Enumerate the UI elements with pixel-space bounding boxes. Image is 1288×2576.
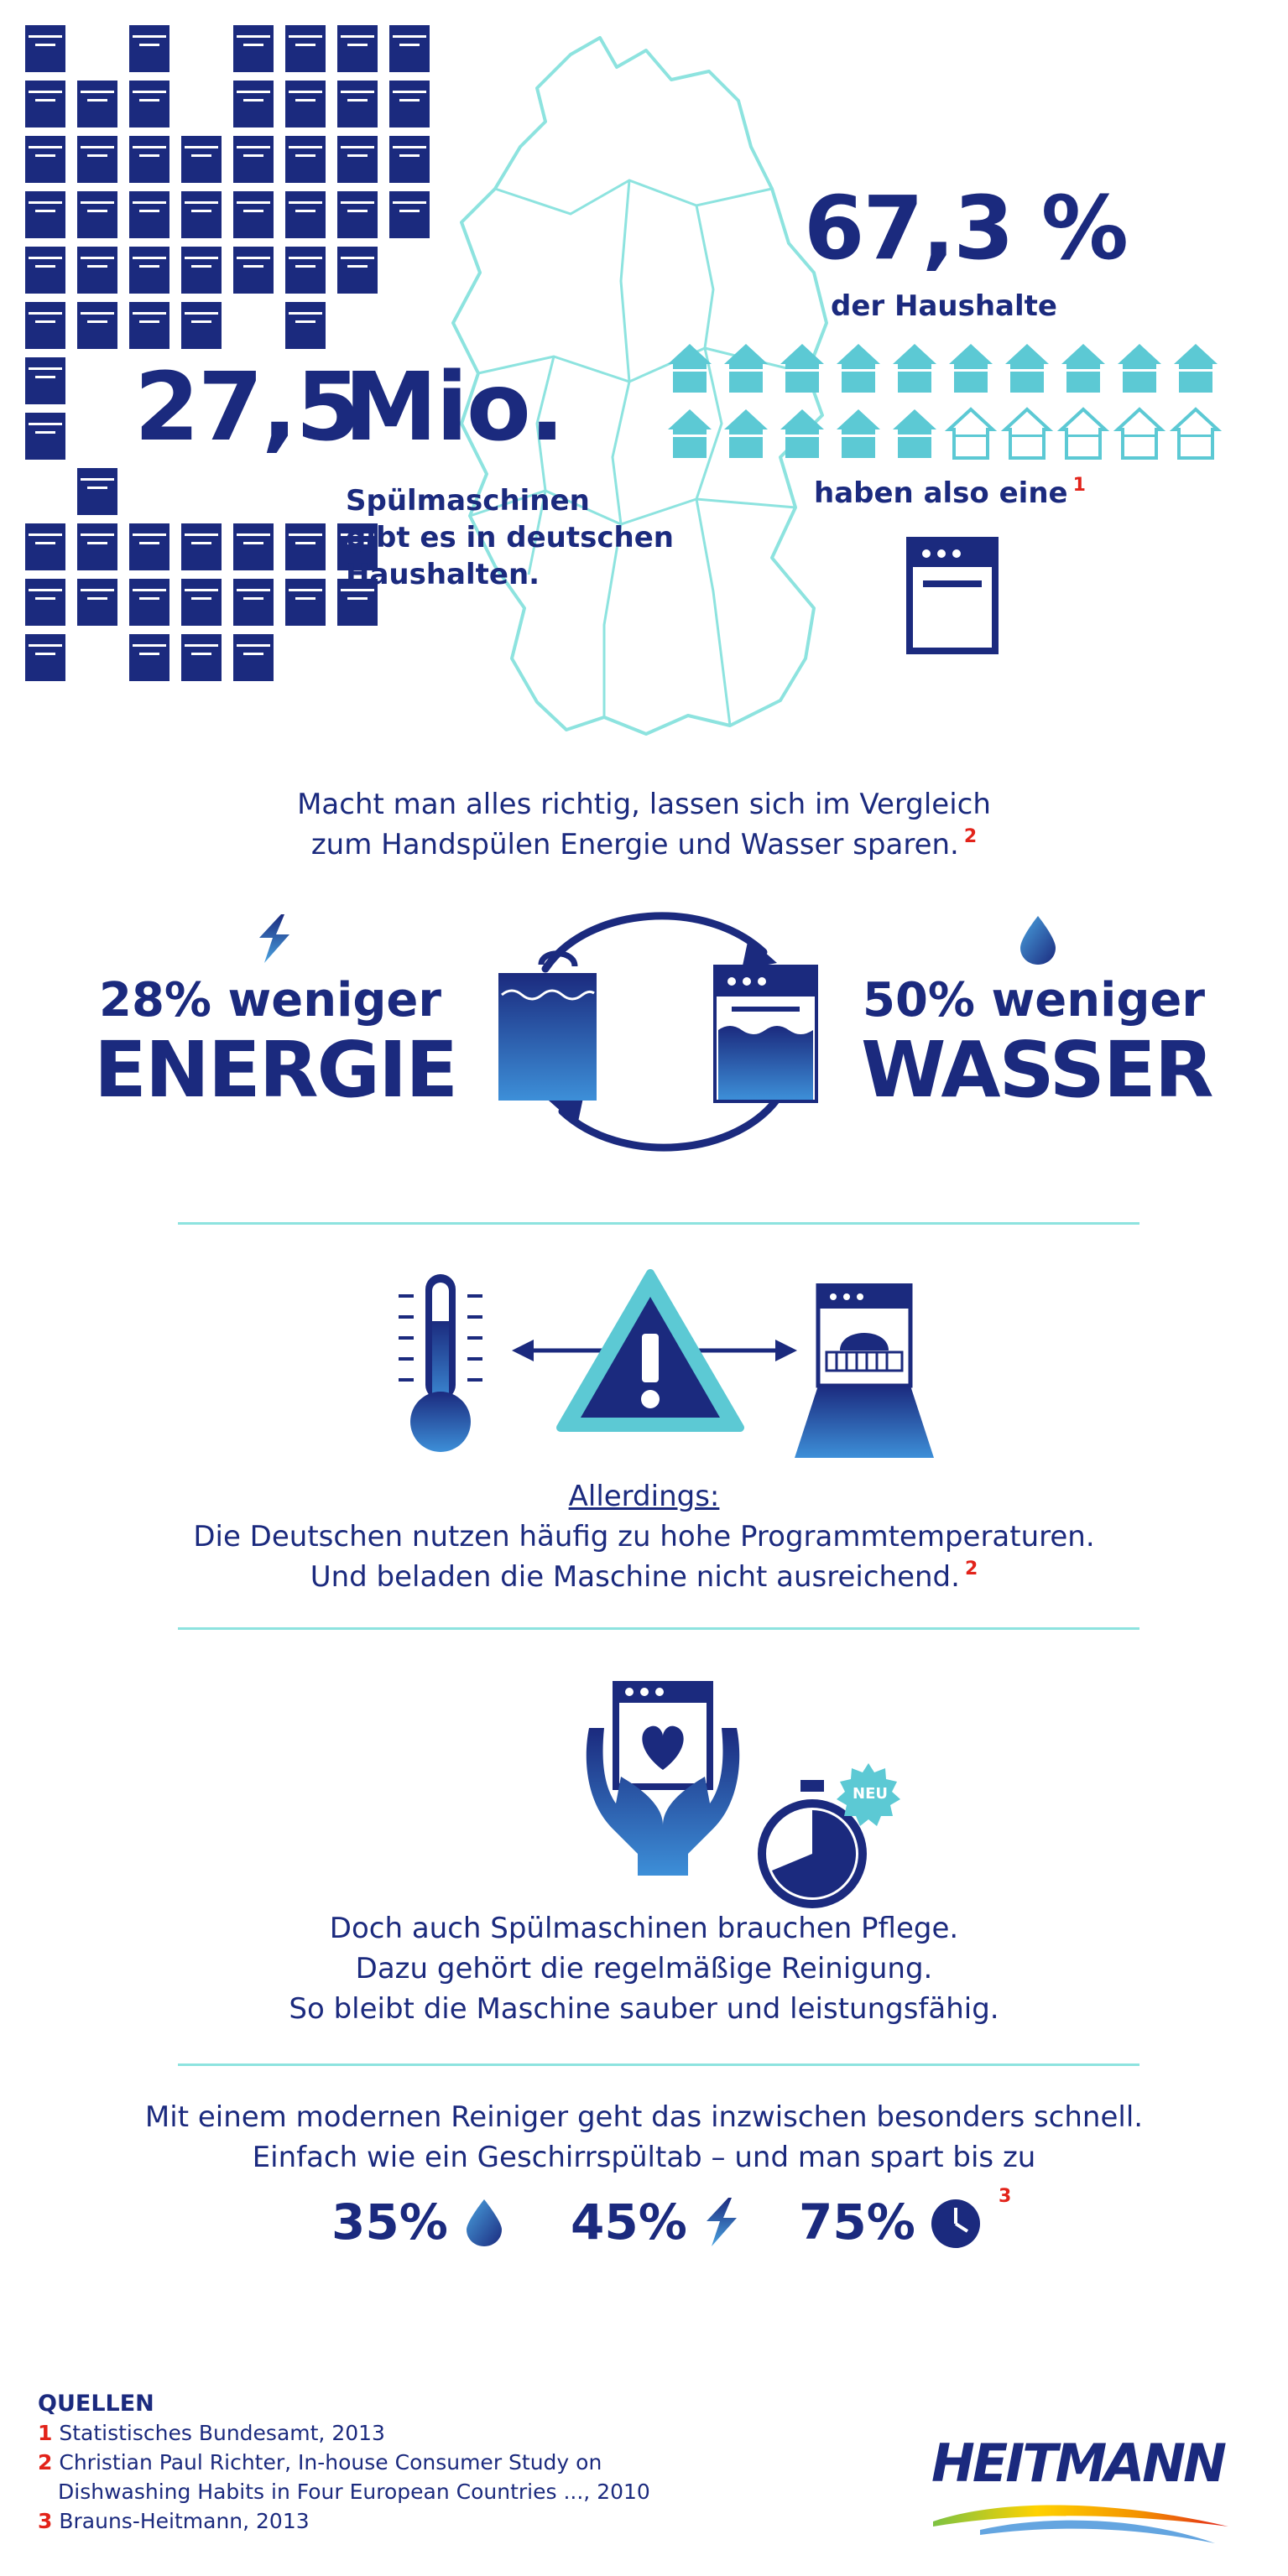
- house-icon: [1005, 409, 1049, 458]
- dishwasher-count: [134, 353, 360, 462]
- stat-energy: [571, 2194, 687, 2251]
- warning-icon: [554, 1267, 747, 1434]
- dishwasher-icon: [25, 357, 65, 404]
- dishwasher-description: [346, 482, 674, 593]
- cleaner-text: [0, 2097, 1288, 2178]
- dishwasher-icon: [129, 634, 169, 681]
- dishwasher-icon: [337, 81, 378, 127]
- dishwasher-icon: [25, 523, 65, 570]
- house-icon: [724, 409, 768, 458]
- house-icon: [949, 409, 993, 458]
- dishwasher-icon: [285, 81, 326, 127]
- dishwasher-water-icon: [713, 965, 818, 1103]
- divider: [178, 2063, 1139, 2066]
- warning-title: Allerdings:: [568, 1480, 720, 1513]
- dishwasher-icon: [337, 136, 378, 183]
- dishwasher-icon: [389, 136, 430, 183]
- dishwasher-icon: [77, 468, 117, 515]
- dishwasher-icon: [77, 136, 117, 183]
- dishwasher-icon: [389, 81, 430, 127]
- dishwasher-icon: [181, 191, 222, 238]
- count-value: 27,5: [134, 353, 360, 462]
- source-item: [38, 2418, 650, 2448]
- dishwasher-icon: [129, 302, 169, 349]
- logo-swoosh: [930, 2493, 1232, 2552]
- water-big: WASSER: [861, 1025, 1212, 1115]
- house-icon: [1118, 344, 1161, 393]
- divider: [178, 1627, 1139, 1630]
- dishwasher-icon: [129, 25, 169, 72]
- dishwasher-icon: [181, 302, 222, 349]
- house-icon: [668, 409, 712, 458]
- dishwasher-icon: [77, 579, 117, 626]
- dishwasher-icon: [25, 25, 65, 72]
- dishwasher-icon: [129, 191, 169, 238]
- cleaner-line-1: Mit einem modernen Reiniger geht das inzwischen besonders schnell.: [144, 2100, 1144, 2134]
- footnote-ref: 3: [999, 2186, 1012, 2207]
- have-one-text: [814, 476, 1086, 510]
- source-number: 3: [38, 2509, 53, 2533]
- cleaner-line-2: Einfach wie ein Geschirrspültab – und man spart bis zu: [252, 2141, 1036, 2174]
- description-line: gibt es in deutschen: [346, 521, 674, 554]
- dishwasher-icon: [25, 136, 65, 183]
- dishwasher-icon: [25, 191, 65, 238]
- dishwasher-icon: [181, 579, 222, 626]
- dishwasher-icon: [77, 523, 117, 570]
- dishwasher-icon: [129, 579, 169, 626]
- source-item: [38, 2506, 650, 2536]
- dishwasher-icon: [337, 25, 378, 72]
- new-badge-label: NEU: [853, 1785, 888, 1803]
- dishwasher-icon: [389, 25, 430, 72]
- dishwasher-icon: [233, 579, 274, 626]
- house-icon: [780, 409, 824, 458]
- dishwasher-icon: [25, 579, 65, 626]
- warning-line-2: [0, 1557, 1288, 1601]
- dishwasher-icon: [337, 191, 378, 238]
- dishwasher-icon: [181, 634, 222, 681]
- dishwasher-icon: [25, 302, 65, 349]
- dishwasher-icon: [285, 579, 326, 626]
- dishwasher-icon: [233, 523, 274, 570]
- dishwasher-open-icon: [793, 1283, 936, 1460]
- dishwasher-icon: [129, 136, 169, 183]
- dishwasher-icon: [25, 247, 65, 294]
- dishwasher-icon: [285, 191, 326, 238]
- footnote-ref: 2: [964, 1559, 978, 1579]
- source-text: Brauns-Heitmann, 2013: [59, 2509, 310, 2533]
- dishwasher-icon: [181, 523, 222, 570]
- dishwasher-icon: [181, 247, 222, 294]
- dishwasher-icon: [77, 81, 117, 127]
- warning-line-2-text: Und beladen die Maschine nicht ausreichend.: [310, 1560, 960, 1594]
- description-line: Spülmaschinen: [346, 484, 590, 518]
- description-line: Haushalten.: [346, 558, 540, 591]
- dishwasher-icon: [129, 247, 169, 294]
- lightning-icon: [703, 2196, 740, 2248]
- source-item-continued: [38, 2477, 650, 2506]
- dishwasher-icon: [233, 25, 274, 72]
- dishwasher-icon: [233, 634, 274, 681]
- stat-water: [331, 2194, 448, 2251]
- stat-time: [799, 2194, 915, 2251]
- warning-line-1: Die Deutschen nutzen häufig zu hohe Programmtemperaturen.: [193, 1520, 1095, 1553]
- house-icon: [1118, 409, 1161, 458]
- dishwasher-icon: [285, 247, 326, 294]
- lightning-icon: [256, 913, 293, 965]
- household-label: der Haushalte: [831, 289, 1057, 323]
- source-text: Statistisches Bundesamt, 2013: [59, 2421, 385, 2445]
- water-drop-icon: [463, 2198, 505, 2248]
- source-item: [38, 2448, 650, 2477]
- savings-intro: [0, 784, 1288, 869]
- source-text: Dishwashing Habits in Four European Countries ..., 2010: [58, 2480, 650, 2504]
- dishwasher-icon: [77, 302, 117, 349]
- dishwasher-unit: Mio.: [344, 353, 564, 462]
- dishwasher-icon: [25, 413, 65, 460]
- warning-text: [0, 1476, 1288, 1601]
- care-line-3: So bleibt die Maschine sauber und leistungsfähig.: [289, 1992, 999, 2026]
- water-small: 50% weniger: [863, 973, 1205, 1028]
- energy-small: 28% weniger: [99, 973, 441, 1028]
- dishwasher-icon: [389, 191, 430, 238]
- house-icon: [1061, 409, 1105, 458]
- house-icon: [893, 344, 936, 393]
- dishwasher-icon: [77, 191, 117, 238]
- house-grid: [665, 342, 1235, 468]
- source-text: Christian Paul Richter, In-house Consumer Study on: [59, 2450, 602, 2475]
- dishwasher-icon: [285, 25, 326, 72]
- dishwasher-icon: [181, 136, 222, 183]
- heitmann-logo: HEITMANN: [931, 2433, 1225, 2494]
- house-icon: [1005, 344, 1049, 393]
- dishwasher-icon: [77, 247, 117, 294]
- care-text: [0, 1908, 1288, 2029]
- dishwasher-icon: [129, 81, 169, 127]
- intro-line-2: [0, 825, 1288, 869]
- dishwasher-icon: [233, 136, 274, 183]
- house-icon: [1061, 344, 1105, 393]
- divider: [178, 1222, 1139, 1225]
- water-drop-icon: [1017, 914, 1059, 966]
- house-icon: [724, 344, 768, 393]
- house-icon: [893, 409, 936, 458]
- sink-icon: [495, 948, 600, 1103]
- house-icon: [949, 344, 993, 393]
- intro-line-2-text: zum Handspülen Energie und Wasser sparen.: [310, 828, 959, 861]
- sources-heading: QUELLEN: [38, 2391, 154, 2417]
- dishwasher-icon: [906, 537, 999, 654]
- dishwasher-icon: [285, 523, 326, 570]
- house-icon: [1174, 409, 1218, 458]
- sources: [38, 2389, 650, 2536]
- dishwasher-icon: [233, 247, 274, 294]
- hands-heart-dishwasher-icon: [579, 1678, 747, 1879]
- dishwasher-icon: [129, 523, 169, 570]
- stat-energy-value: 45%: [571, 2194, 687, 2251]
- household-percentage: 67,3 %: [804, 177, 1128, 279]
- source-number: 1: [38, 2421, 53, 2445]
- dishwasher-icon: [25, 81, 65, 127]
- dishwasher-icon: [25, 634, 65, 681]
- care-line-1: Doch auch Spülmaschinen brauchen Pflege.: [329, 1912, 959, 1945]
- clock-icon: [930, 2198, 982, 2250]
- dishwasher-icon: [233, 191, 274, 238]
- dishwasher-icon: [285, 136, 326, 183]
- thermometer-icon: [390, 1271, 491, 1455]
- energy-big: ENERGIE: [94, 1025, 457, 1115]
- dishwasher-icon: [337, 247, 378, 294]
- have-one-label: haben also eine: [814, 476, 1068, 510]
- footnote-ref: 2: [963, 826, 978, 847]
- dishwasher-icon: [233, 81, 274, 127]
- care-line-2: Dazu gehört die regelmäßige Reinigung.: [355, 1952, 933, 1985]
- stat-water-value: 35%: [331, 2194, 448, 2251]
- source-number: 2: [38, 2450, 53, 2475]
- house-icon: [1174, 344, 1218, 393]
- house-icon: [837, 409, 880, 458]
- house-icon: [780, 344, 824, 393]
- house-icon: [837, 344, 880, 393]
- intro-line-1: Macht man alles richtig, lassen sich im Vergleich: [297, 788, 991, 821]
- stat-time-value: 75%: [799, 2194, 915, 2251]
- house-icon: [668, 344, 712, 393]
- dishwasher-icon: [285, 302, 326, 349]
- footnote-ref: 1: [1072, 475, 1086, 496]
